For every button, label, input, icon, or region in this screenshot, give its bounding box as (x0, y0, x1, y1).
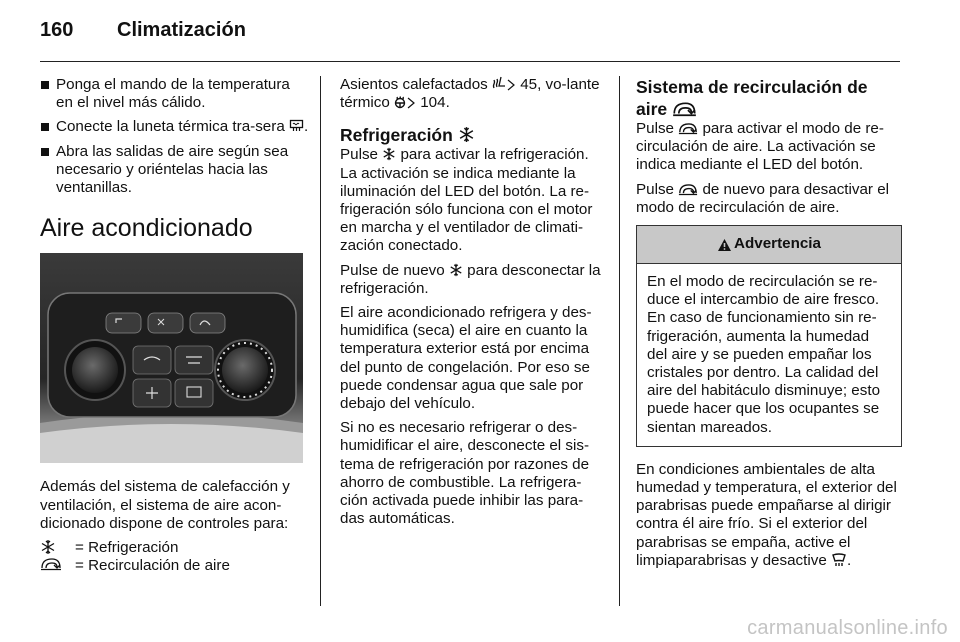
legend-row (40, 557, 310, 575)
paragraph: En condiciones ambientales de alta humedad y temperatura, el exterior del parabrisas puede empañarse al dirigir contra él aire frío. Si el exterior del parabrisas se empaña, active el limpiaparabrisas y desactive . (636, 460, 897, 569)
watermark: carmanualsonline.info (747, 617, 948, 639)
reference-arrow-icon (506, 79, 516, 91)
column-right (636, 76, 902, 576)
column-divider-left (320, 76, 321, 606)
rear-defrost-icon (289, 119, 304, 133)
list-item: Abra las salidas de aire según sea necesario y oriéntelas hacia las ventanillas. (40, 143, 310, 198)
paragraph: El aire acondicionado refrigera y des-humidifica (seca) el aire en cuanto la temperatura exterior está por encima del punto de congelación. Por eso se puede condensar agua que sale por debajo del vehículo. (340, 304, 592, 413)
bullet-square-icon (41, 123, 49, 131)
column-middle (340, 76, 606, 534)
snowflake-icon (382, 147, 396, 161)
list-item: Conecte la luneta térmica tra-sera . (40, 118, 310, 136)
snowflake-icon (458, 126, 475, 143)
recirculation-icon (678, 122, 698, 135)
warning-text: En el modo de recirculación se re-duce el intercambio de aire fresco. En caso de funcionamiento sin re-frigeración, aumenta la humedad del aire y se pueden empañar los cristales por dentro. La calidad del aire del habitáculo disminuye; esto puede hacer que los ocupantes se sientan mareados. (647, 273, 881, 436)
snowflake-icon (449, 263, 463, 277)
list-item: Ponga el mando de la temperatura en el nivel más cálido. (40, 76, 310, 112)
intro-paragraph: Además del sistema de calefacción y ventilación, el sistema de aire acon-dicionado dispone de controles para: (40, 478, 290, 532)
section-title: Aire acondicionado (40, 214, 253, 243)
warning-box (636, 225, 902, 447)
warning-header (637, 226, 901, 264)
header-divider (40, 61, 900, 62)
paragraph: Pulse para activar el modo de re-circulación de aire. La activación se indica mediante el LED del botón. (636, 120, 884, 174)
recirculation-icon (672, 101, 697, 117)
heated-seat-icon (492, 76, 506, 91)
column-divider-right (619, 76, 620, 606)
page-number: 160 (40, 19, 74, 41)
steering-wheel-icon (394, 96, 406, 109)
section-heading: Sistema de recirculación de aire (636, 77, 868, 119)
paragraph: Pulse de nuevo para desactivar el modo de recirculación de aire. (636, 180, 890, 216)
page-title: Climatización (117, 19, 246, 41)
windshield-defrost-icon (831, 553, 847, 567)
legend-row (40, 539, 310, 557)
instruction-list (40, 76, 310, 197)
section-heading: Refrigeración (340, 124, 606, 146)
bullet-square-icon (41, 81, 49, 89)
warning-triangle-icon (717, 238, 732, 252)
legend-text: = Refrigeración (75, 539, 179, 557)
reference-arrow-icon (406, 97, 416, 109)
cross-reference-paragraph: Asientos calefactados 45, vo-lante térmico 104. (340, 76, 600, 112)
warning-title: Advertencia (734, 235, 821, 253)
paragraph: Pulse de nuevo para desconectar la refrigeración. (340, 261, 601, 297)
snowflake-icon (40, 539, 75, 557)
bullet-square-icon (41, 148, 49, 156)
paragraph: Pulse para activar la refrigeración. La activación se indica mediante la iluminación del LED del botón. La re-frigeración sólo funciona con el motor en marcha y el ventilador de climati-zación conectado. (340, 146, 593, 255)
paragraph: Si no es necesario refrigerar o des-humidificar el aire, desconecte el sis-tema de refrigeración por razones de ahorro de combustible. La refrigera-ción activada puede inhibir las para-das automáticas. (340, 419, 590, 528)
recirculation-icon (678, 183, 698, 196)
climate-control-photo (40, 253, 303, 463)
recirculation-icon (40, 557, 75, 575)
column-left (40, 76, 310, 575)
legend-text: = Recirculación de aire (75, 557, 230, 575)
